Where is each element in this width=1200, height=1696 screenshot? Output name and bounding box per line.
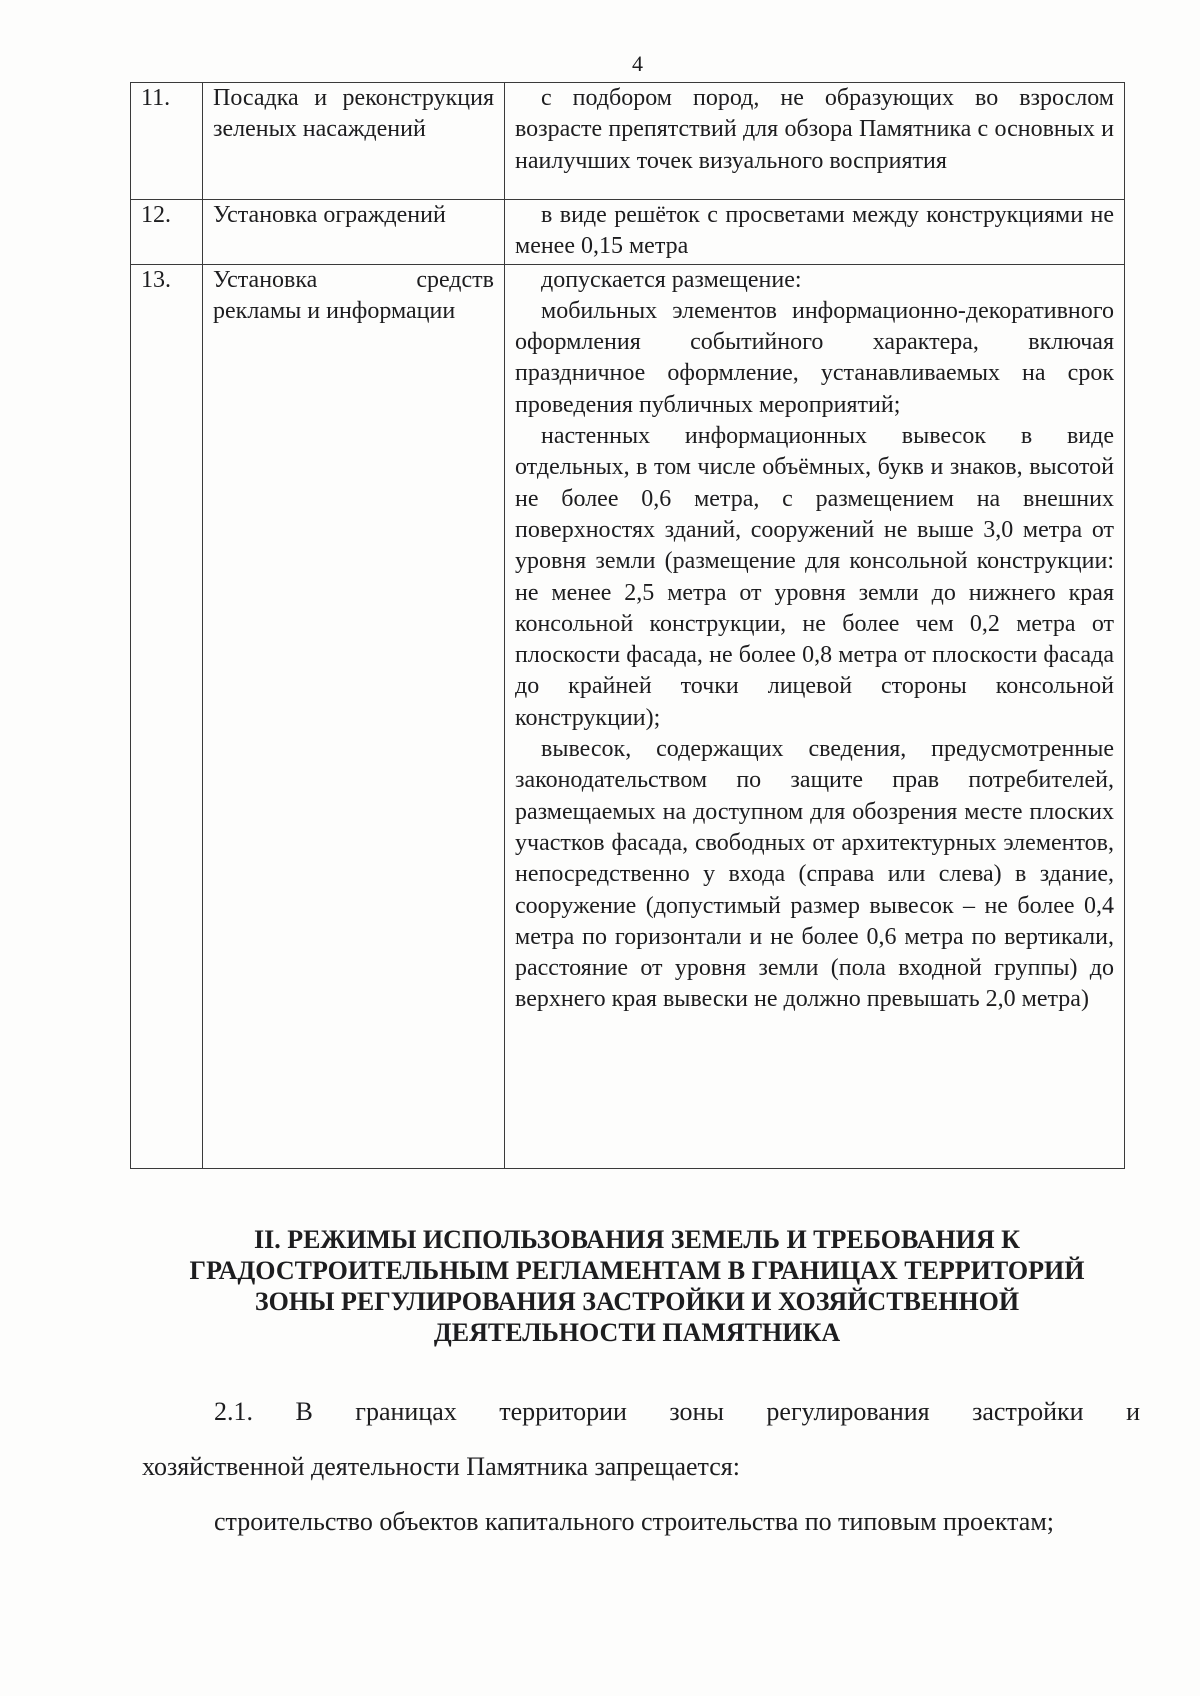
prohibition-item: строительство объектов капитального строительства по типовым проектам; xyxy=(214,1507,1054,1536)
row-conditions xyxy=(505,200,1125,265)
section-title-line: ЗОНЫ РЕГУЛИРОВАНИЯ ЗАСТРОЙКИ И ХОЗЯЙСТВЕННОЙ xyxy=(254,1287,1020,1316)
section-title-line: ДЕЯТЕЛЬНОСТИ ПАМЯТНИКА xyxy=(433,1318,841,1347)
row-number: 11. xyxy=(131,83,203,200)
section-title-line: ГРАДОСТРОИТЕЛЬНЫМ РЕГЛАМЕНТАМ В ГРАНИЦАХ ТЕРРИТОРИЙ xyxy=(189,1256,1085,1285)
row-number: 13. xyxy=(131,264,203,1168)
table-row xyxy=(131,264,1125,1168)
condition-paragraph: допускается размещение: xyxy=(541,266,802,293)
section-title xyxy=(130,1224,1144,1348)
table-row xyxy=(131,83,1125,200)
table-row xyxy=(131,200,1125,265)
page-number: 4 xyxy=(632,51,643,76)
row-subject: Установка ограждений xyxy=(203,200,505,265)
condition-paragraph: в виде решёток с просветами между конструкциями не менее 0,15 метра xyxy=(515,202,1114,260)
clause-2-1: 2.1. В границах территории зоны регулирования застройки и xyxy=(214,1397,1140,1426)
row-conditions xyxy=(505,264,1125,1168)
row-subject: Установка средств рекламы и информации xyxy=(203,264,505,1168)
condition-paragraph: с подбором пород, не образующих во взрослом возрасте препятствий для обзора Памятника с основных и наилучших точек визуального восприятия xyxy=(515,85,1114,174)
row-subject: Посадка и реконструкция зеленых насаждений xyxy=(203,83,505,200)
condition-paragraph: вывесок, содержащих сведения, предусмотренные законодательством по защите прав потребителей, размещаемых на доступном для обозрения месте плоских участков фасада, свободных от архитектурных элементов, непосредственно у входа (справа или слева) в здание, сооружение (допустимый размер вывесок – не более 0,4 метра по горизонтали и не более 0,6 метра по вертикали, расстояние от уровня земли (пола входной группы) до верхнего края вывески не должно превышать 2,0 метра) xyxy=(515,736,1114,1013)
condition-paragraph: настенных информационных вывесок в виде отдельных, в том числе объёмных, букв и знаков, высотой не более 0,6 метра, с размещением на внешних поверхностях зданий, сооружений не выше 3,0 метра от уровня земли (размещение для консольной конструкции: не менее 2,5 метра от уровня земли до нижнего края консольной конструкции, не более чем 0,2 метра от плоскости фасада, не более 0,8 метра от плоскости фасада до крайней точки лицевой стороны консольной конструкции); xyxy=(515,423,1114,731)
section-title-line: II. РЕЖИМЫ ИСПОЛЬЗОВАНИЯ ЗЕМЕЛЬ И ТРЕБОВАНИЯ К xyxy=(253,1225,1021,1254)
row-number: 12. xyxy=(131,200,203,265)
row-conditions xyxy=(505,83,1125,200)
condition-paragraph: мобильных элементов информационно-декоративного оформления событийного характера, включая праздничное оформление, устанавливаемых на срок проведения публичных мероприятий; xyxy=(515,297,1114,418)
regulations-table xyxy=(130,82,1125,1169)
clause-2-1-continuation: хозяйственной деятельности Памятника запрещается: xyxy=(142,1452,740,1481)
